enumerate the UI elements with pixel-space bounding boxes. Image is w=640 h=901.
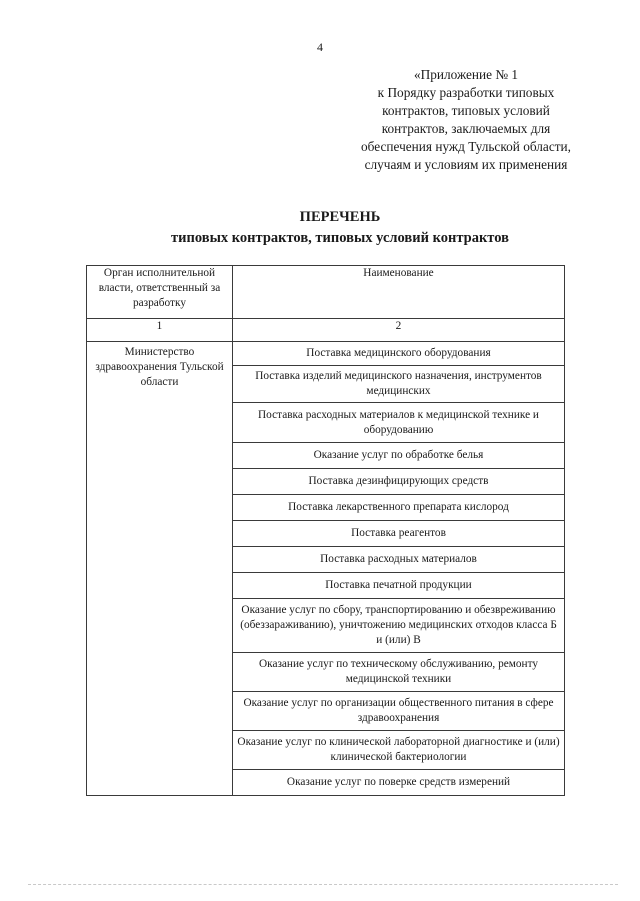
table-row <box>87 342 565 366</box>
item-cell: Поставка дезинфицирующих средств <box>233 469 565 495</box>
appendix-line: случаям и условиям их применения <box>364 157 568 172</box>
item-cell: Оказание услуг по организации общественного питания в сфере здравоохранения <box>233 692 565 731</box>
item-cell: Поставка изделий медицинского назначения, инструментов медицинских <box>233 366 565 403</box>
item-cell: Поставка печатной продукции <box>233 573 565 599</box>
item-cell: Поставка расходных материалов <box>233 547 565 573</box>
item-cell: Оказание услуг по поверке средств измерений <box>233 770 565 796</box>
item-cell: Поставка медицинского оборудования <box>233 342 565 366</box>
scan-footer-rule <box>28 884 618 885</box>
column-number: 2 <box>233 319 565 342</box>
title-main: ПЕРЕЧЕНЬ <box>299 209 381 225</box>
appendix-line: «Приложение № 1 <box>414 67 518 82</box>
item-cell: Оказание услуг по сбору, транспортированию и обезвреживанию (обеззараживанию), уничтожению медицинских отходов класса Б и (или) В <box>233 599 565 653</box>
column-number: 1 <box>87 319 233 342</box>
table-header-row <box>87 266 565 319</box>
item-cell: Оказание услуг по техническому обслуживанию, ремонту медицинской техники <box>233 653 565 692</box>
page-number: 4 <box>317 40 323 54</box>
title-sub: типовых контрактов, типовых условий контрактов <box>171 230 509 246</box>
header-name: Наименование <box>233 266 565 319</box>
appendix-note <box>336 66 596 174</box>
contracts-table <box>86 265 565 796</box>
appendix-line: к Порядку разработки типовых <box>377 85 555 100</box>
document-title <box>0 207 640 249</box>
column-number-row <box>87 319 565 342</box>
item-cell: Оказание услуг по обработке белья <box>233 443 565 469</box>
header-authority: Орган исполнительной власти, ответственный за разработку <box>87 266 233 319</box>
authority-cell: Министерство здравоохранения Тульской области <box>87 342 233 796</box>
item-cell: Поставка лекарственного препарата кислород <box>233 495 565 521</box>
appendix-line: контрактов, типовых условий <box>382 103 550 118</box>
item-cell: Оказание услуг по клинической лабораторной диагностике и (или) клинической бактериологии <box>233 731 565 770</box>
item-cell: Поставка расходных материалов к медицинской технике и оборудованию <box>233 403 565 443</box>
item-cell: Поставка реагентов <box>233 521 565 547</box>
appendix-line: обеспечения нужд Тульской области, <box>361 139 571 154</box>
appendix-line: контрактов, заключаемых для <box>381 121 551 136</box>
